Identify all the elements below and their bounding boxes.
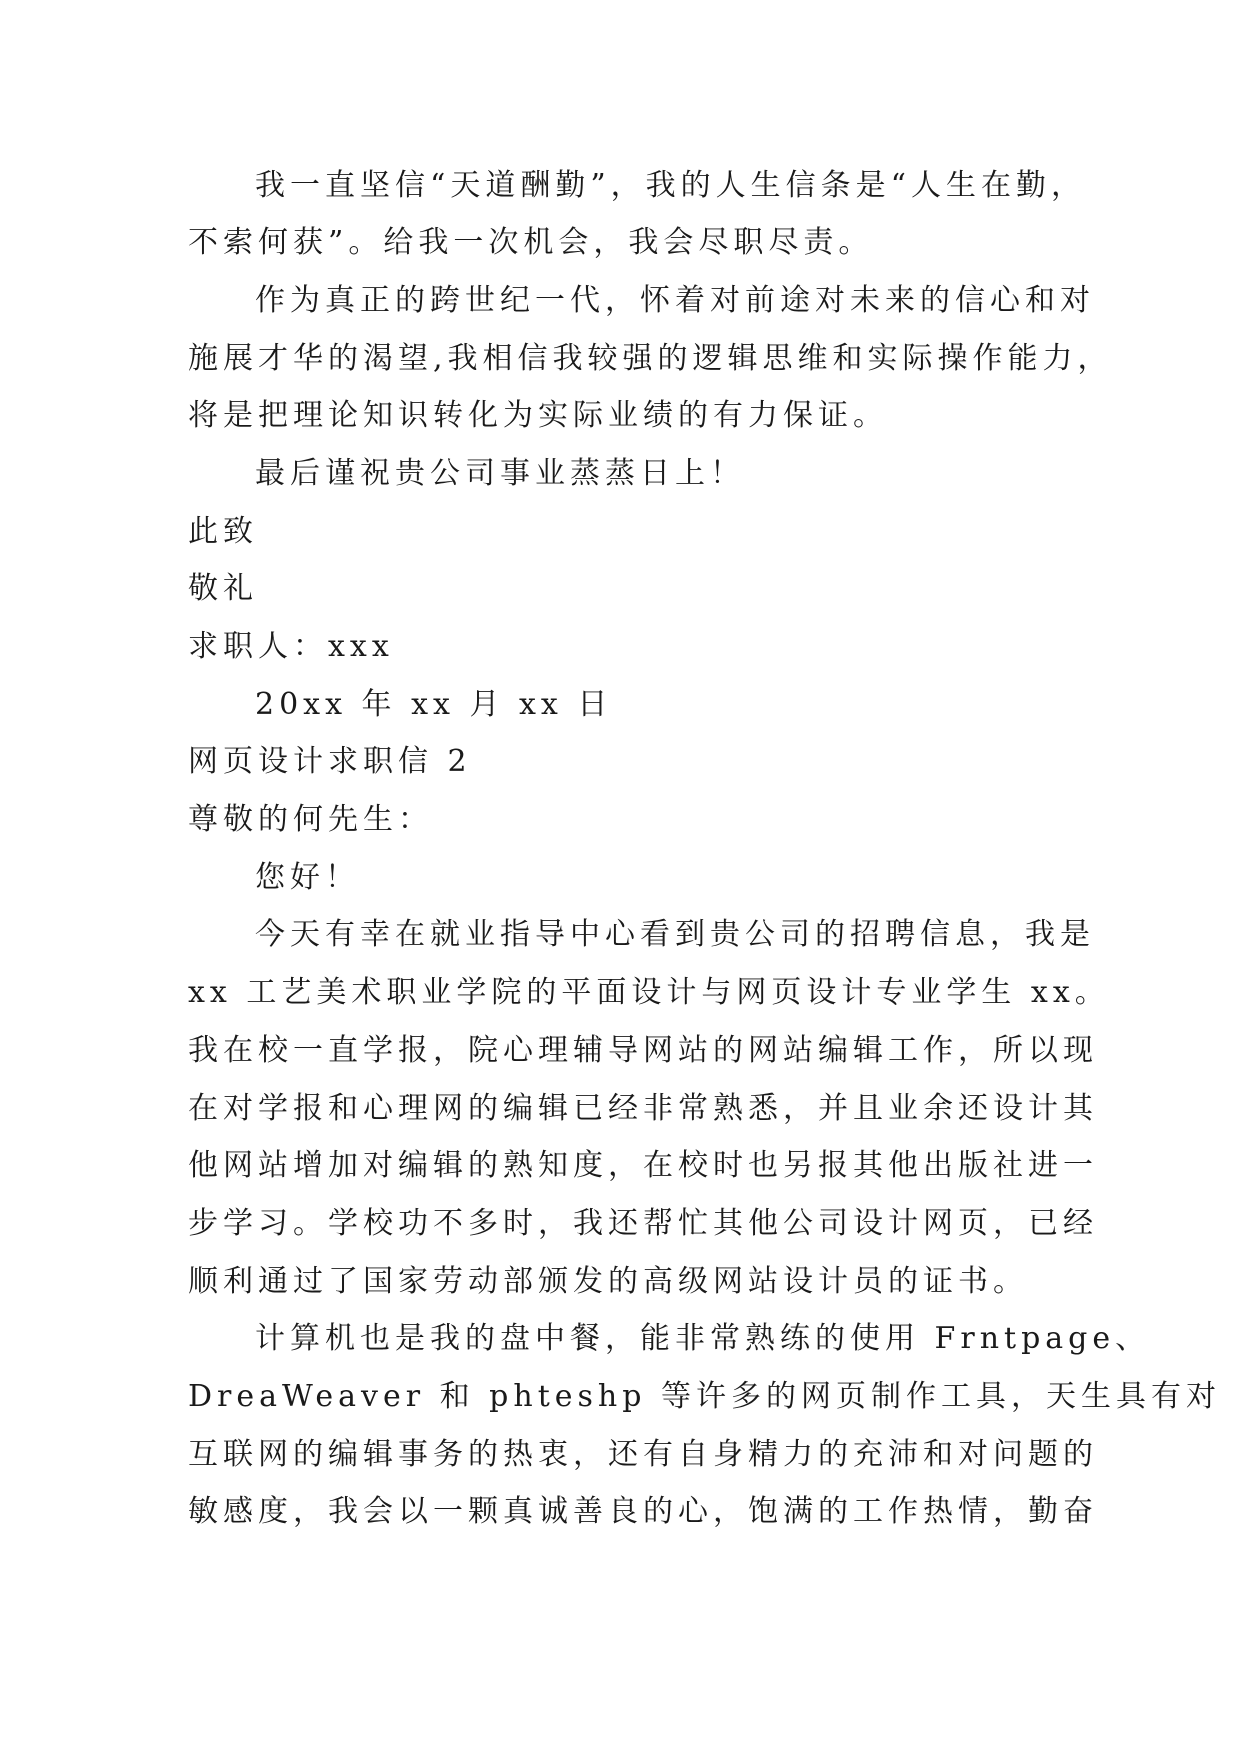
paragraph-line: 作为真正的跨世纪一代，怀着对前途对未来的信心和对 [255,283,1095,318]
paragraph-line: 在对学报和心理网的编辑已经非常熟悉，并且业余还设计其 [188,1091,1098,1126]
date-line: 20xx 年 xx 月 xx 日 [255,687,613,722]
paragraph-line: 今天有幸在就业指导中心看到贵公司的招聘信息，我是 [255,917,1095,952]
paragraph-line: 互联网的编辑事务的热衷，还有自身精力的充沛和对问题的 [188,1437,1098,1472]
paragraph-line: xx 工艺美术职业学院的平面设计与网页设计专业学生 xx。 [188,975,1110,1010]
signature-line: 求职人：xxx [188,629,394,664]
section-title: 网页设计求职信 2 [188,744,472,779]
paragraph-line: 施展才华的渴望,我相信我较强的逻辑思维和实际操作能力， [188,341,1113,376]
paragraph-line: 计算机也是我的盘中餐，能非常熟练的使用 Frntpage、 [255,1321,1151,1356]
paragraph-line: 我在校一直学报，院心理辅导网站的网站编辑工作，所以现 [188,1033,1098,1068]
paragraph-line: 将是把理论知识转化为实际业绩的有力保证。 [188,398,888,433]
salutation: 尊敬的何先生： [188,802,433,837]
paragraph-line: 步学习。学校功不多时，我还帮忙其他公司设计网页，已经 [188,1206,1098,1241]
paragraph-line: 敏感度，我会以一颗真诚善良的心，饱满的工作热情，勤奋 [188,1494,1098,1529]
closing-line: 敬礼 [188,571,258,606]
paragraph-line: 不索何获”。给我一次机会，我会尽职尽责。 [188,225,874,260]
paragraph-line: 最后谨祝贵公司事业蒸蒸日上！ [255,456,745,491]
paragraph-line: DreaWeaver 和 phteshp 等许多的网页制作工具，天生具有对 [188,1379,1221,1414]
greeting: 您好！ [255,860,360,895]
closing-line: 此致 [188,514,258,549]
paragraph-line: 他网站增加对编辑的熟知度，在校时也另报其他出版社进一 [188,1148,1098,1183]
paragraph-line: 我一直坚信“天道酬勤”，我的人生信条是“人生在勤， [255,168,1087,203]
paragraph-line: 顺利通过了国家劳动部颁发的高级网站设计员的证书。 [188,1264,1028,1299]
